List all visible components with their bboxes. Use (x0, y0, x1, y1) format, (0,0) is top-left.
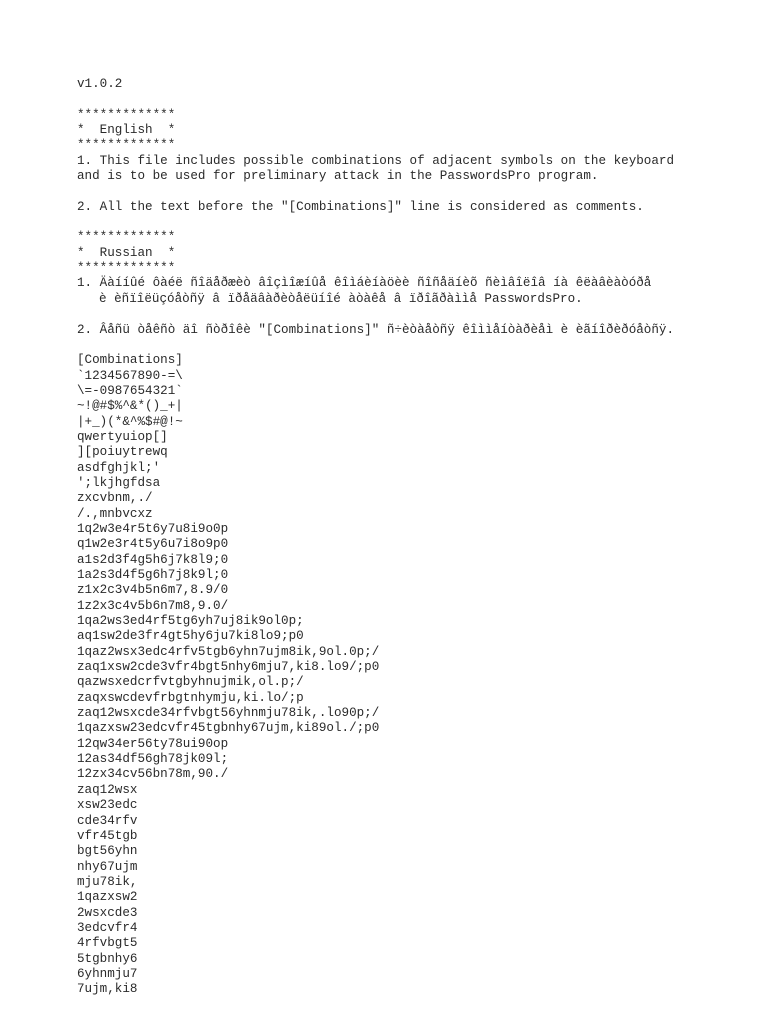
combination-line: bgt56yhn (77, 844, 138, 859)
combination-line: 7ujm,ki8 (77, 982, 138, 997)
combination-line: 1q2w3e4r5t6y7u8i9o0p (77, 521, 229, 536)
combination-line: zaq1xsw2cde3vfr4bgt5nhy6mju7,ki8.lo9/;p0 (77, 660, 380, 675)
blank-line (77, 338, 757, 353)
combination-line: a1s2d3f4g5h6j7k8l9;0 (77, 552, 229, 567)
combination-line: qwertyuiop[] (77, 429, 168, 444)
english-heading: * English * (77, 123, 176, 138)
combination-line: 12qw34er56ty78ui90op (77, 736, 229, 751)
blank-line (77, 92, 757, 107)
combination-line: `1234567890-=\ (77, 368, 183, 383)
combinations-header: [Combinations] (77, 353, 183, 368)
blank-line (77, 215, 757, 230)
combination-line: mju78ik, (77, 874, 138, 889)
version-label: v1.0.2 (77, 77, 123, 91)
russian-stars-bottom: ************* (77, 261, 176, 276)
blank-line (77, 184, 757, 199)
combination-line: zaq12wsx (77, 782, 138, 797)
blank-line (77, 307, 757, 322)
combination-line: 1z2x3c4v5b6n7m8,9.0/ (77, 598, 229, 613)
russian-stars-top: ************* (77, 230, 176, 245)
combination-line: 12zx34cv56bn78m,90./ (77, 767, 229, 782)
combination-line: asdfghjkl;' (77, 460, 161, 475)
combination-line: ][poiuytrewq (77, 445, 168, 460)
combination-line: 5tgbnhy6 (77, 951, 138, 966)
russian-item-1-line-1: 1. Äàííûé ôàéë ñîäåðæèò âîçìîæíûå êîìáèíàöèè ñîñåäíèõ ñèìâîëîâ íà êëàâèàòóðå (77, 276, 652, 291)
combination-line: qazwsxedcrfvtgbyhnujmik,ol.p;/ (77, 675, 304, 690)
combination-line: 6yhnmju7 (77, 966, 138, 981)
english-stars-bottom: ************* (77, 138, 176, 153)
combination-line: 3edcvfr4 (77, 920, 138, 935)
combinations-list (77, 369, 757, 998)
combination-line: nhy67ujm (77, 859, 138, 874)
combination-line: 1qaz2wsx3edc4rfv5tgb6yhn7ujm8ik,9ol.0p;/ (77, 644, 380, 659)
english-item-1-line-2: and is to be used for preliminary attack in the PasswordsPro program. (77, 169, 599, 184)
combination-line: cde34rfv (77, 813, 138, 828)
combination-line: 1qa2ws3ed4rf5tg6yh7uj8ik9ol0p; (77, 614, 304, 629)
english-item-2: 2. All the text before the "[Combinations]" line is considered as comments. (77, 199, 644, 214)
combination-line: zaq12wsxcde34rfvbgt56yhnmju78ik,.lo90p;/ (77, 706, 380, 721)
combination-line: |+_)(*&^%$#@!~ (77, 414, 183, 429)
russian-heading: * Russian * (77, 245, 176, 260)
combination-line: xsw23edc (77, 798, 138, 813)
combination-line: aq1sw2de3fr4gt5hy6ju7ki8lo9;p0 (77, 629, 304, 644)
combination-line: 1qazxsw23edcvfr45tgbnhy67ujm,ki89ol./;p0 (77, 721, 380, 736)
combination-line: ~!@#$%^&*()_+| (77, 399, 183, 414)
english-stars-top: ************* (77, 107, 176, 122)
combination-line: \=-0987654321` (77, 383, 183, 398)
document-text (77, 77, 757, 998)
combination-line: z1x2c3v4b5n6m7,8.9/0 (77, 583, 229, 598)
combination-line: vfr45tgb (77, 828, 138, 843)
combination-line: 1a2s3d4f5g6h7j8k9l;0 (77, 568, 229, 582)
combination-line: ';lkjhgfdsa (77, 475, 161, 490)
combination-line: 12as34df56gh78jk09l; (77, 752, 229, 767)
russian-item-2: 2. Âåñü òåêñò äî ñòðîêè "[Combinations]" ñ÷èòàåòñÿ êîììåíòàðèåì è èãíîðèðóåòñÿ. (77, 322, 675, 337)
combination-line: /.,mnbvcxz (77, 506, 153, 521)
combination-line: zxcvbnm,./ (77, 491, 153, 506)
combination-line: 2wsxcde3 (77, 905, 138, 920)
combination-line: q1w2e3r4t5y6u7i8o9p0 (77, 537, 229, 552)
russian-item-1-line-2: è èñïîëüçóåòñÿ â ïðåäâàðèòåëüíîé àòàêå â ïðîãðàììå PasswordsPro. (99, 291, 583, 306)
combination-line: 4rfvbgt5 (77, 936, 138, 951)
combination-line: zaqxswcdevfrbgtnhymju,ki.lo/;p (77, 690, 304, 705)
english-item-1-line-1: 1. This file includes possible combinations of adjacent symbols on the keyboard (77, 153, 675, 168)
combination-line: 1qazxsw2 (77, 890, 138, 905)
